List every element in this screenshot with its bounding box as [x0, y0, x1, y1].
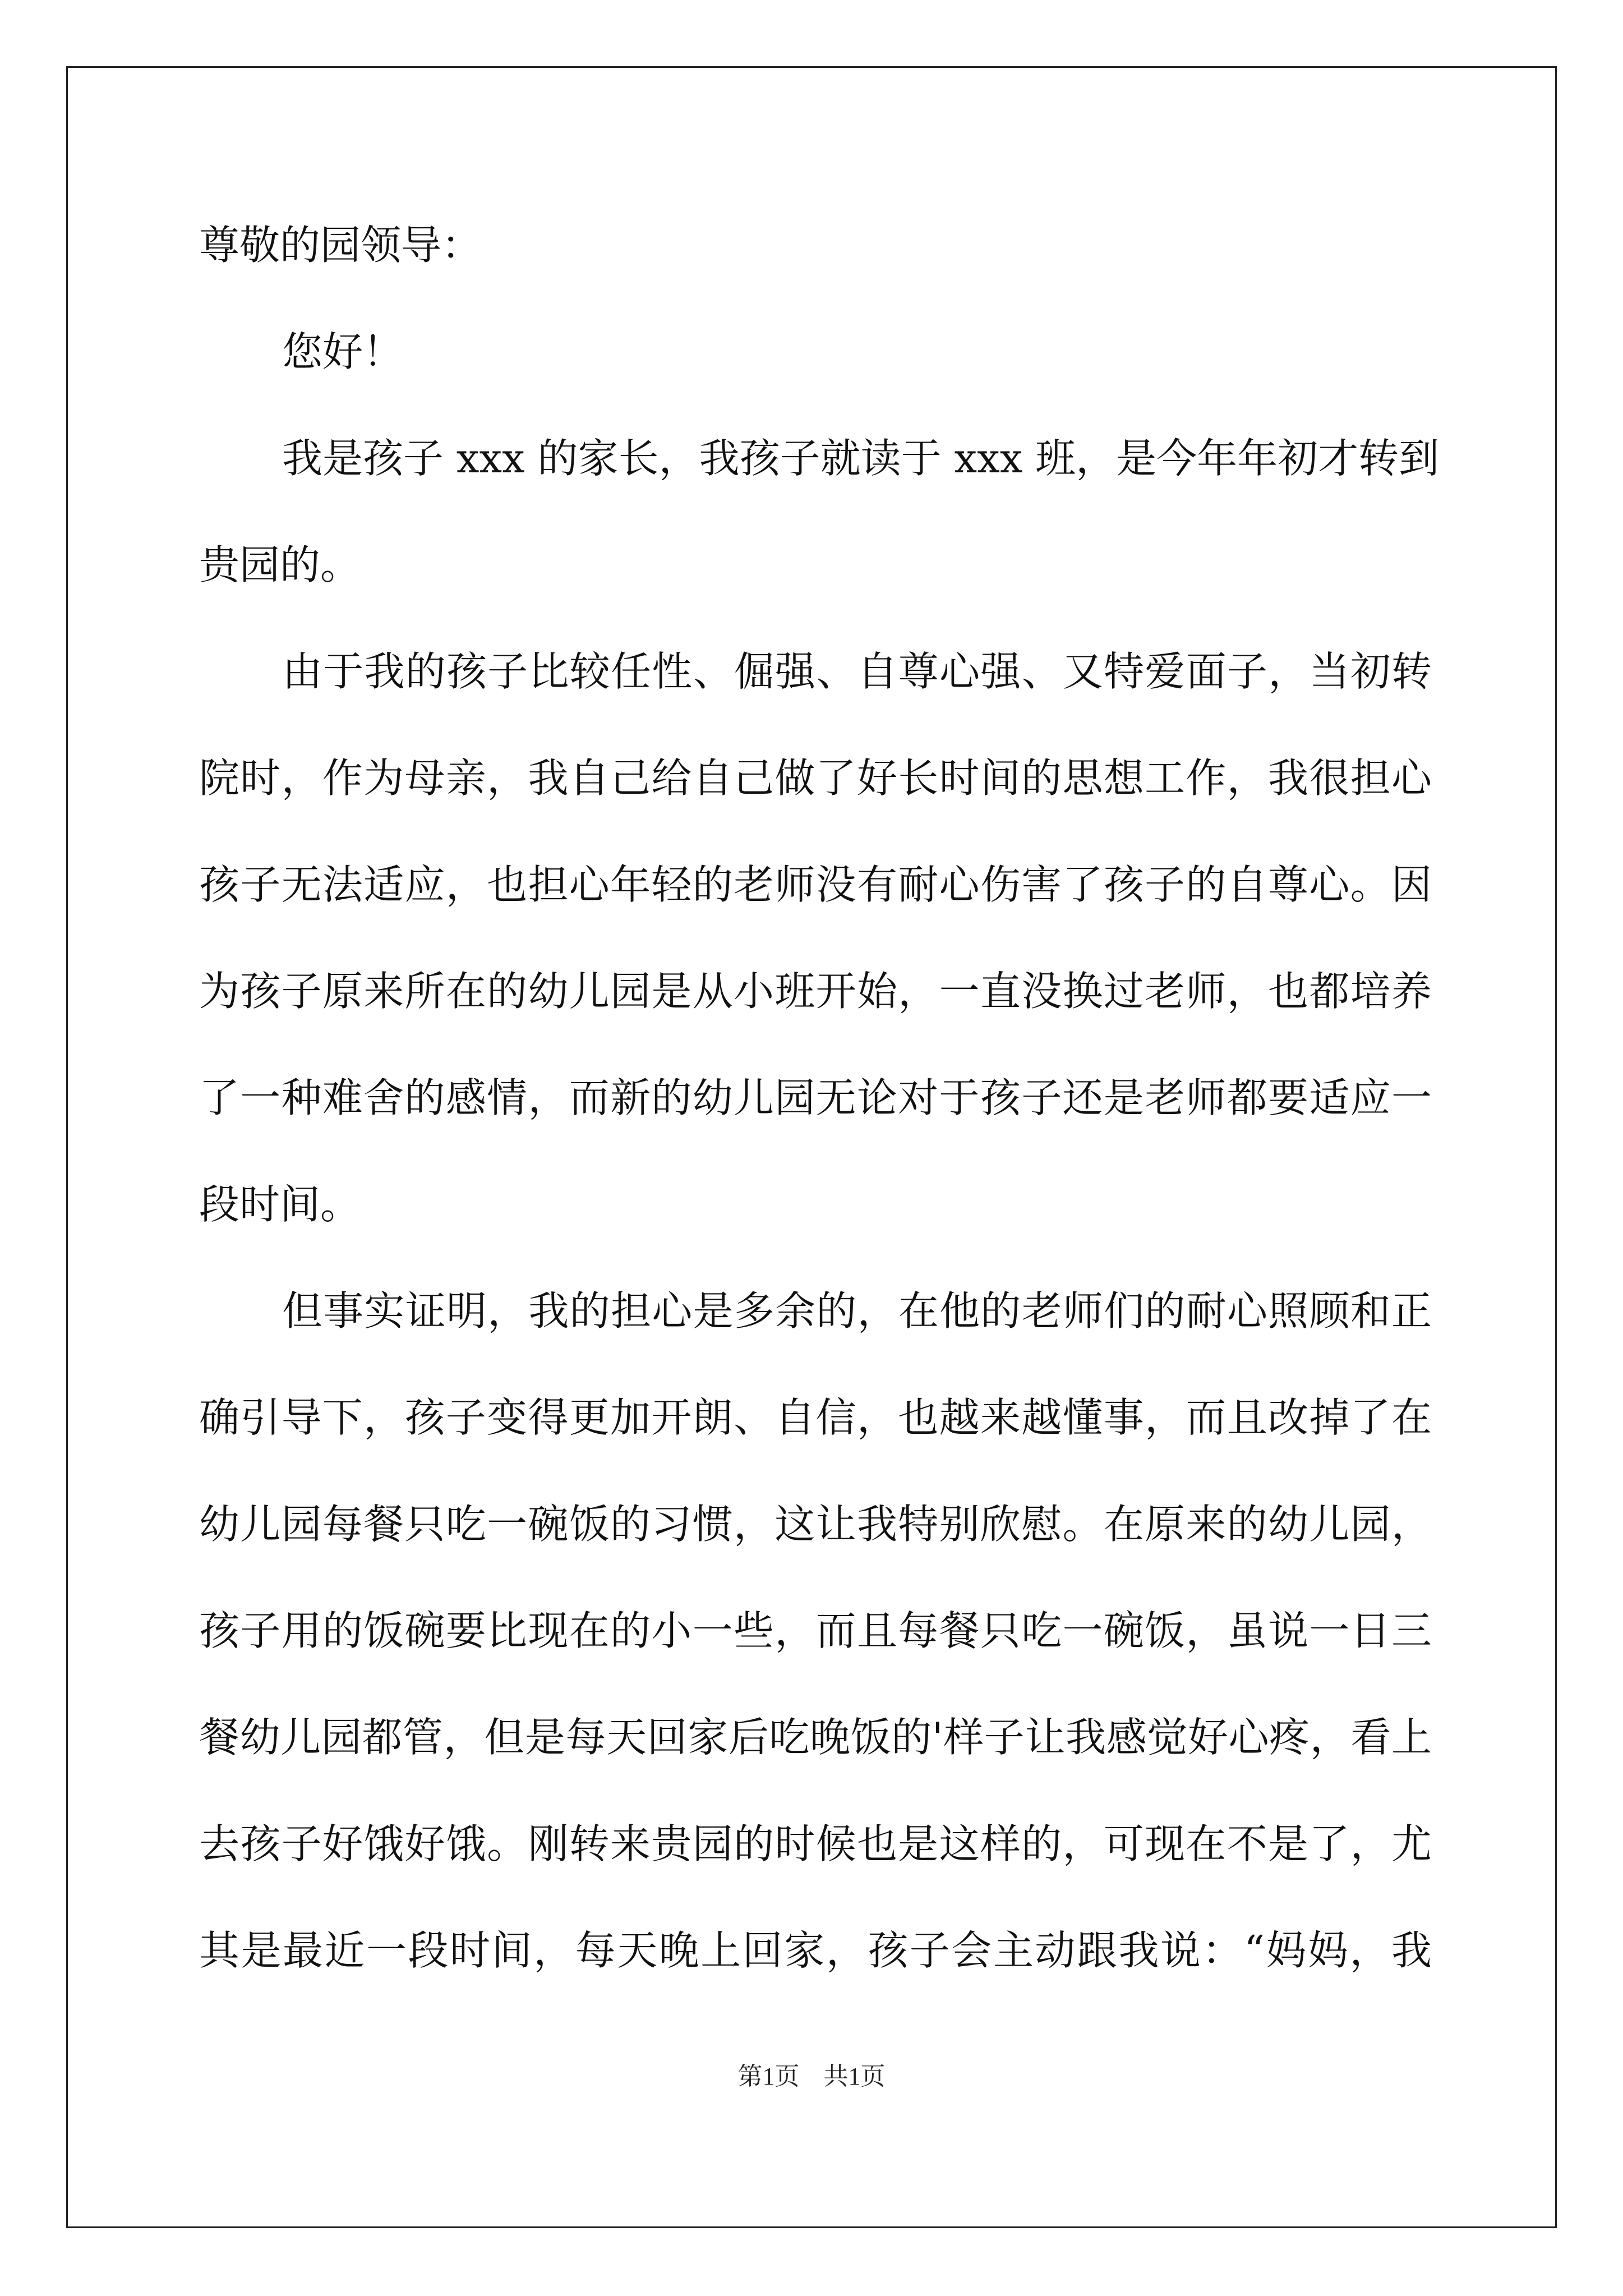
paragraph-line: 我是孩子 xxx 的家长，我孩子就读于 xxx 班，是今年年初才转到 — [282, 435, 1440, 482]
paragraph-line: 但事实证明，我的担心是多余的，在他的老师们的耐心照顾和正 — [282, 1287, 1432, 1335]
paragraph-line: 了一种难舍的感情，而新的幼儿园无论对于孩子还是老师都要适应一 — [199, 1074, 1432, 1121]
paragraph-line: 确引导下，孩子变得更加开朗、自信，也越来越懂事，而且改掉了在 — [199, 1394, 1432, 1441]
paragraph-line: 贵园的。 — [199, 541, 361, 588]
page-number: 第1页 — [737, 2063, 800, 2090]
greeting: 您好！ — [282, 328, 404, 375]
salutation: 尊敬的园领导： — [199, 222, 482, 269]
paragraph-line: 由于我的孩子比较任性、倔强、自尊心强、又特爱面子，当初转 — [282, 648, 1432, 695]
page-border — [66, 66, 1557, 2228]
page-footer — [0, 2060, 1623, 2093]
paragraph-line: 孩子用的饭碗要比现在的小一些，而且每餐只吃一碗饭，虽说一日三 — [199, 1607, 1432, 1654]
paragraph-line: 去孩子好饿好饿。刚转来贵园的时候也是这样的，可现在不是了，尤 — [199, 1820, 1432, 1867]
paragraph-line: 其是最近一段时间，每天晚上回家，孩子会主动跟我说：“妈妈，我 — [199, 1927, 1432, 1974]
paragraph-line: 段时间。 — [199, 1181, 361, 1228]
page-total: 共1页 — [823, 2063, 886, 2090]
paragraph-line: 院时，作为母亲，我自己给自己做了好长时间的思想工作，我很担心 — [199, 754, 1432, 802]
paragraph-line: 为孩子原来所在的幼儿园是从小班开始，一直没换过老师，也都培养 — [199, 968, 1432, 1015]
paragraph-line: 孩子无法适应，也担心年轻的老师没有耐心伤害了孩子的自尊心。因 — [199, 861, 1432, 908]
paragraph-line: 幼儿园每餐只吃一碗饭的习惯，这让我特别欣慰。在原来的幼儿园， — [199, 1501, 1432, 1548]
paragraph-line: 餐幼儿园都管，但是每天回家后吃晚饭的'样子让我感觉好心疼，看上 — [199, 1714, 1432, 1761]
